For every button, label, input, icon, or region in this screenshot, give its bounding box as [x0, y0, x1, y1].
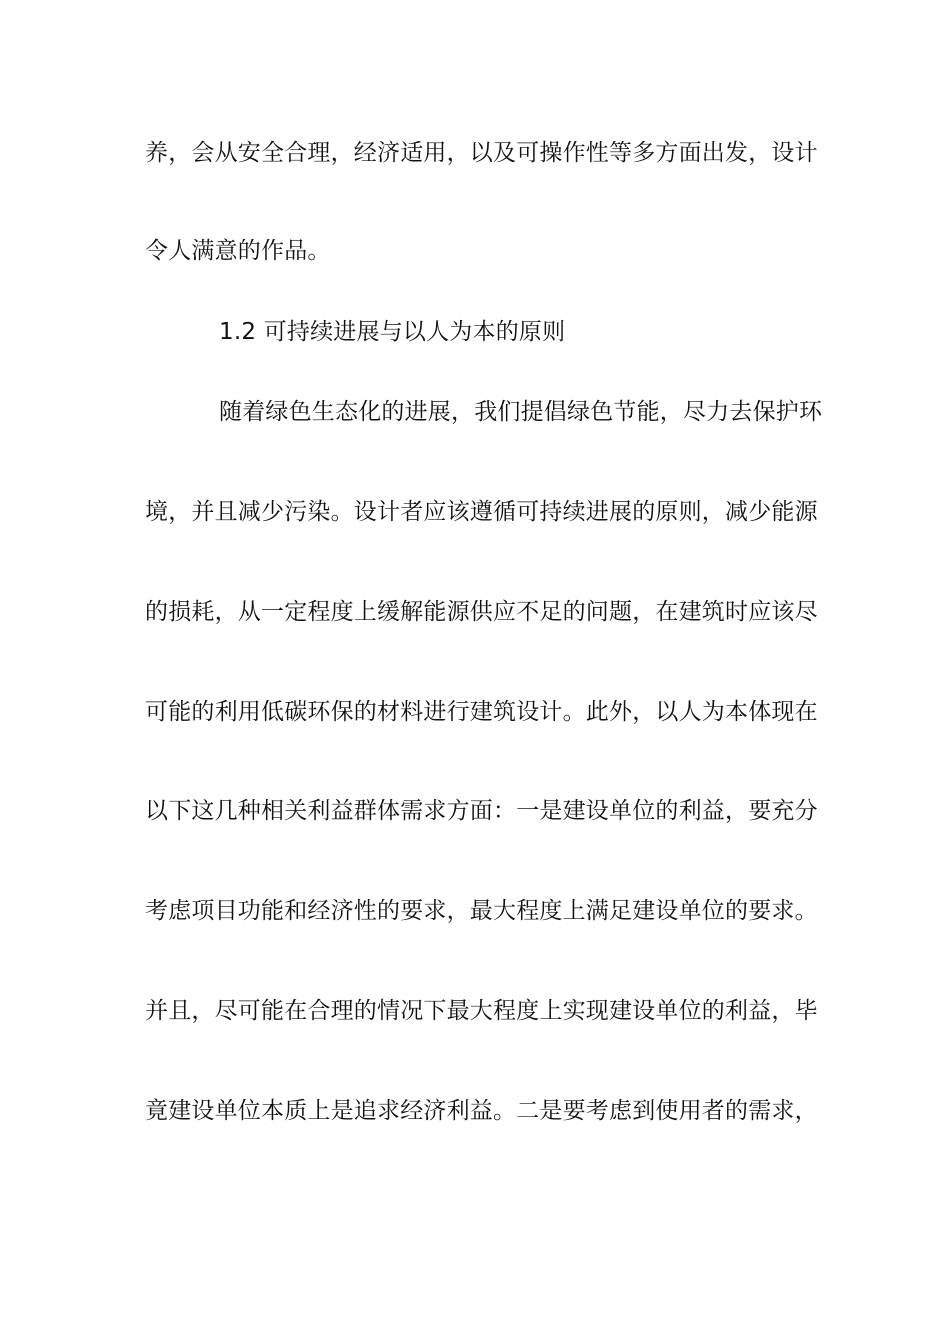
paragraph-line: 考虑项目功能和经济性的要求，最大程度上满足建设单位的要求。 — [145, 898, 818, 924]
paragraph-line: 并且，尽可能在合理的情况下最大程度上实现建设单位的利益，毕 — [145, 998, 818, 1024]
paragraph-line: 令人满意的作品。 — [145, 238, 331, 264]
paragraph-line: 以下这几种相关利益群体需求方面：一是建设单位的利益，要充分 — [145, 798, 818, 824]
paragraph-line: 养，会从安全合理，经济适用，以及可操作性等多方面出发，设计 — [145, 140, 818, 166]
section-heading: 1.2 可持续进展与以人为本的原则 — [219, 319, 566, 345]
paragraph-line: 的损耗，从一定程度上缓解能源供应不足的问题，在建筑时应该尽 — [145, 599, 818, 625]
paragraph-line: 竟建设单位本质上是追求经济利益。二是要考虑到使用者的需求， — [145, 1098, 818, 1124]
paragraph-line: 境，并且减少污染。设计者应该遵循可持续进展的原则，减少能源 — [145, 499, 818, 525]
paragraph-line: 随着绿色生态化的进展，我们提倡绿色节能，尽力去保护环 — [219, 399, 823, 425]
paragraph-line: 可能的利用低碳环保的材料进行建筑设计。此外，以人为本体现在 — [145, 699, 818, 725]
